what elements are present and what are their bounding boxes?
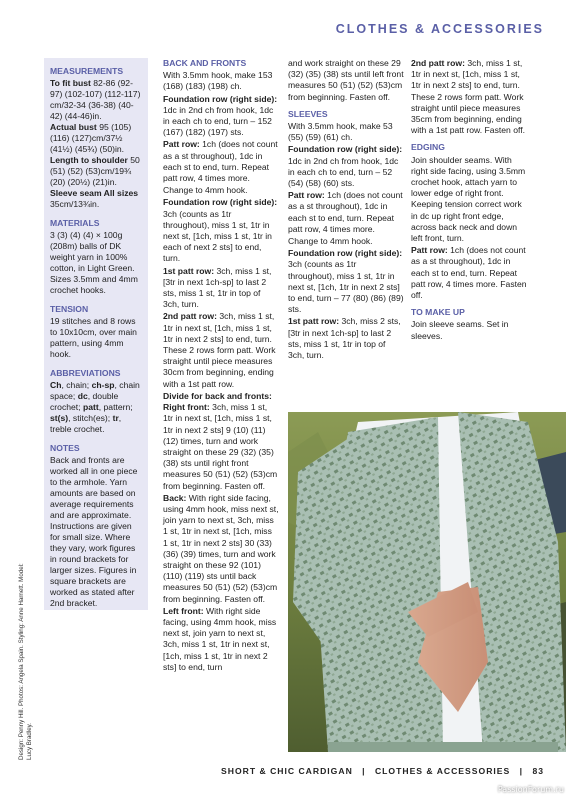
footer-title: SHORT & CHIC CARDIGAN [221,766,353,776]
bold-term: To fit bust [50,78,94,88]
sidebar-paragraph [50,380,144,435]
instruction-paragraph [163,197,279,264]
section-heading: TO MAKE UP [411,307,465,318]
instruction-paragraph [163,391,279,492]
instruction-paragraph [288,316,404,361]
text-run: 3ch, miss 1 st, 1tr in next st, [1ch, miss 1 st, 1tr in next 2 sts] to end, turn. These 2 rows form patt. Work straight until piece measures 30cm from beginning, ending with a 1st patt row. [163,311,276,389]
sidebar-paragraph [50,122,144,155]
sidebar-paragraph [50,455,144,609]
bold-term: Length to shoulder [50,155,131,165]
instruction-paragraph [411,319,527,341]
column-back-and-fronts [163,58,279,674]
instruction-paragraph [163,311,279,389]
photo-credits: Design: Penny Hill. Photos: Angela Spain. Styling: Anne Harnett. Model: Lucy Bradley. [18,563,33,760]
section-heading: BACK AND FRONTS [163,58,247,68]
bold-term: ch-sp [91,380,115,390]
instruction-paragraph [163,139,279,184]
bold-term: Foundation row (right side): [163,93,278,104]
bold-term: Left front: [163,605,206,616]
bold-term: Patt row: [288,190,328,201]
bold-term: Patt row: [411,245,451,256]
instruction-paragraph [163,70,279,92]
page-footer [221,766,544,776]
bold-term: dc [77,391,88,401]
bold-term: Back: [163,492,189,503]
sidebar-content [44,58,148,609]
instruction-paragraph [411,245,527,301]
sidebar-heading: MEASUREMENTS [50,66,124,76]
text-run: , stitch(es); [68,413,113,423]
sidebar-paragraph [50,188,144,210]
instruction-paragraph [288,58,404,103]
section-heading: EDGING [411,142,445,153]
instruction-paragraph [163,606,279,673]
sidebar-paragraph [50,155,144,188]
text-run: 19 stitches and 8 rows to 10x10cm, over main pattern, using 4mm hook. [50,316,137,359]
text-run: 1ch (does not count as a st throughout), 1dc in each st to end, turn. Repeat patt row, 4 times more. Fasten off. [411,245,527,301]
text-run: With 3.5mm hook, make 53 (55) (59) (61) ch. [288,121,393,143]
text-run: 1dc in 2nd ch from hook, 1dc in each ch to end, turn – 152 (167) (182) (197) sts. [163,104,274,138]
instruction-paragraph [288,236,404,247]
text-run: 1dc in 2nd ch from hook, 1dc in each ch to end, turn – 52 (54) (58) (60) sts. [288,155,399,189]
bold-term: Foundation row (right side): [163,197,278,208]
instruction-paragraph [411,58,527,136]
text-run: 35cm/13¾in. [50,199,100,209]
text-run: 3 (3) (4) (4) × 100g (208m) balls of DK weight yarn in 100% cotton, in Light Green. Sizes 3.5mm and 4mm crochet hooks. [50,230,138,295]
text-run: 3ch (counts as 1tr throughout), miss 1 st, 1tr in next st, [1ch, miss 1 st, 1tr in each of next 2 sts] to end, turn. [163,208,272,264]
bold-term: st(s) [50,413,69,423]
bold-term: Patt row: [163,139,203,150]
bold-term: tr [112,413,119,423]
bold-term: Ch [50,380,62,390]
sidebar-paragraph [50,78,144,122]
text-run: 3ch, miss 2 sts, [3tr in next 1ch-sp] to last 2 sts, miss 1 st, 1tr in top of 3ch, turn. [288,316,401,361]
text-run: With right side facing, using 4mm hook, miss next st, join yarn to next st, 3ch, miss 1 st, 1tr in next st, [1ch, miss 1 st, 1tr in next 2 sts] 30 (33) (36) (39) times, turn and work straight on these 92 (101) (110) (119) sts until back measures 50 (51) (52) (53)cm from beginning. Fasten off. [163,492,279,604]
text-run: Join sleeve seams. Set in sleeves. [411,319,509,341]
instruction-paragraph [163,493,279,605]
instruction-paragraph [163,266,279,311]
bold-term: patt [82,402,99,412]
bold-term: 1st patt row: [163,265,217,276]
bold-term: Foundation row (right side): [288,144,403,155]
section-header: CLOTHES & ACCESSORIES [335,22,544,36]
text-run: Back and fronts are worked all in one piece to the armhole. Yarn amounts are based on average requirements and are approximate. Instructions are given for small size. Where they vary, work figures in round brackets for larger sizes. Figures in square brackets are worked as stated after 2nd bracket. [50,455,138,608]
sidebar-heading: MATERIALS [50,218,100,228]
text-run: 3ch, miss 1 st, 1tr in next st, [1ch, miss 1 st, 1tr in next 2 sts] to end, turn. These 2 rows form patt. Work straight until piece measures 35cm from beginning, ending with a 1st patt row. Fasten off. [411,58,526,136]
bold-term: 2nd patt row: [163,311,220,322]
text-run: , pattern; [98,402,133,412]
footer-separator-2: | [519,766,524,776]
instruction-paragraph [288,248,404,315]
watermark: PassionForum.ru [497,785,564,794]
column-sleeves [288,58,404,362]
section-heading: SLEEVES [288,108,328,119]
sidebar-panel [44,58,148,610]
footer-section: CLOTHES & ACCESSORIES [374,766,511,776]
sidebar-paragraph [50,316,144,360]
page-number: 83 [532,766,544,776]
instruction-paragraph [163,185,279,196]
text-run: , double crochet; [50,391,119,412]
bold-term: Sleeve seam All sizes [50,188,139,198]
column-edging [411,58,527,343]
cardigan-photo [288,412,566,752]
sidebar-paragraph [50,230,144,296]
text-run: 50 (51) (52) (53)cm/19¾ (20) (20½) (21)in. [50,155,140,187]
text-run: 82-86 (92-97) (102-107) (112-117) cm/32-34 (36-38) (40-42) (44-46)in. [50,78,141,121]
text-run: and work straight on these 29 (32) (35) (38) sts until left front measures 50 (51) (52) (53)cm from beginning. Fasten off. [288,58,404,102]
text-run: 1ch (does not count as a st throughout), 1dc in each st to end, turn. Repeat patt row, 4 times more. [288,190,403,234]
text-run: , chain space; [50,380,140,401]
instruction-paragraph [288,121,404,143]
bold-term: 2nd patt row: [411,58,468,68]
text-run: Change to 4mm hook. [163,185,248,196]
instruction-paragraph [288,190,404,235]
text-run: 1ch (does not count as a st throughout), 1dc in each st to end, turn. Repeat patt row, 4 times more. [163,139,278,184]
bold-term: Divide for back and fronts: Right front: [163,390,272,413]
instruction-paragraph [288,144,404,189]
instruction-paragraph [411,155,527,245]
text-run: Change to 4mm hook. [288,236,373,247]
bold-term: Actual bust [50,122,100,132]
instruction-paragraph [163,94,279,139]
sidebar-heading: TENSION [50,304,89,314]
sidebar-heading: NOTES [50,443,80,453]
text-run: , treble crochet. [50,413,122,434]
footer-separator: | [362,766,366,776]
text-run: With 3.5mm hook, make 153 (168) (183) (198) ch. [163,70,273,92]
bold-term: 1st patt row: [288,316,342,327]
text-run: , chain; [61,380,92,390]
text-run: With right side facing, using 4mm hook, miss next st, join yarn to next st, 3ch, miss 1 st, 1tr in next st, [1ch, miss 1 st, 1tr in next 2 sts] to end, turn [163,605,277,672]
text-run: 3ch (counts as 1tr throughout), miss 1 st, 1tr in next st, [1ch, 1tr in next 2 sts] to end, turn – 77 (80) (86) (89) sts. [288,259,404,315]
text-run: Join shoulder seams. With right side facing, using 3.5mm crochet hook, attach yarn to lower edge of right front. Keeping tension correct work in dc up right front edge, across back neck and down left front, turn. [411,154,526,244]
text-run: 3ch, miss 1 st, [3tr in next 1ch-sp] to last 2 sts, miss 1 st, 1tr in top of 3ch, turn. [163,265,272,310]
text-run: 95 (105) (116) (127)cm/37½ (41½) (45¾) (50)in. [50,122,132,154]
bold-term: Foundation row (right side): [288,248,403,259]
sidebar-heading: ABBREVIATIONS [50,368,121,378]
text-run: 3ch, miss 1 st, 1tr in next st, [1ch, miss 1 st, 1tr in next 2 sts] 9 (10) (11) (12) times, turn and work straight on these 29 (32) (35) (38) sts until right front measures 50 (51) (52) (53)cm from beginning. Fasten off. [163,402,278,491]
